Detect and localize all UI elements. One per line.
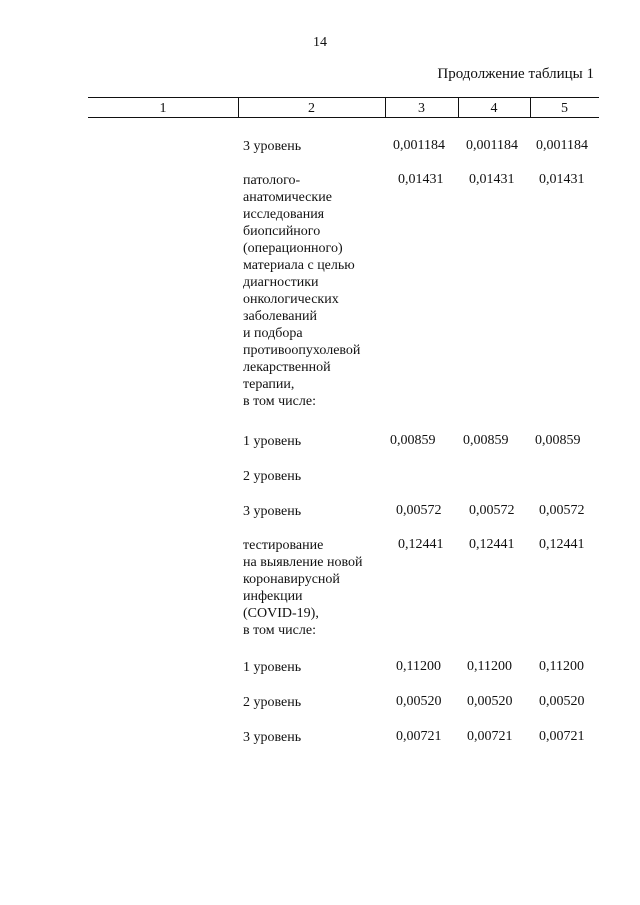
row-value-col5: 0,11200 xyxy=(539,659,584,674)
row-value-col3: 0,001184 xyxy=(393,138,445,153)
row-value-col5: 0,001184 xyxy=(536,138,588,153)
row-value-col5: 0,12441 xyxy=(539,537,585,552)
row-description: 1 уровень xyxy=(243,434,302,449)
row-value-col4: 0,00721 xyxy=(467,729,513,744)
row-description: 3 уровень xyxy=(243,139,302,154)
row-value-col5: 0,01431 xyxy=(539,172,585,187)
header-col-2: 2 xyxy=(308,101,315,116)
row-value-col4: 0,00572 xyxy=(469,503,515,518)
header-col-5: 5 xyxy=(561,101,568,116)
row-value-col4: 0,00859 xyxy=(463,433,509,448)
row-value-col3: 0,00572 xyxy=(396,503,442,518)
header-col-4: 4 xyxy=(490,101,498,116)
row-value-col5: 0,00520 xyxy=(539,694,585,709)
row-value-col3: 0,00520 xyxy=(396,694,442,709)
row-value-col5: 0,00721 xyxy=(539,729,585,744)
row-value-col3: 0,01431 xyxy=(398,172,444,187)
row-description: 3 уровень xyxy=(243,504,302,519)
table-caption: Продолжение таблицы 1 xyxy=(437,66,594,82)
page-number: 14 xyxy=(313,35,327,50)
row-value-col5: 0,00859 xyxy=(535,433,581,448)
row-value-col3: 0,12441 xyxy=(398,537,444,552)
row-description: 3 уровень xyxy=(243,730,302,745)
row-value-col4: 0,12441 xyxy=(469,537,515,552)
header-top-rule xyxy=(88,97,599,98)
row-value-col4: 0,001184 xyxy=(466,138,518,153)
row-description: тестирование на выявление новой коронавирусной инфекции (COVID-19), в том числе: xyxy=(243,538,363,638)
header-bottom-rule xyxy=(88,117,599,118)
row-value-col4: 0,00520 xyxy=(467,694,513,709)
header-col-1: 1 xyxy=(159,101,167,116)
row-value-col4: 0,01431 xyxy=(469,172,515,187)
row-value-col3: 0,00859 xyxy=(390,433,436,448)
row-description: патолого- анатомические исследования биопсийного (операционного) материала с целью диагностики онкологических заболеваний и подбора противоопухолевой лекарственной терапии, в том числе: xyxy=(243,173,361,409)
row-description: 2 уровень xyxy=(243,695,302,710)
row-value-col4: 0,11200 xyxy=(467,659,512,674)
row-description: 2 уровень xyxy=(243,469,302,484)
row-value-col5: 0,00572 xyxy=(539,503,585,518)
row-value-col3: 0,00721 xyxy=(396,729,442,744)
header-col-3: 3 xyxy=(418,101,425,116)
row-description: 1 уровень xyxy=(243,660,302,675)
row-value-col3: 0,11200 xyxy=(396,659,441,674)
